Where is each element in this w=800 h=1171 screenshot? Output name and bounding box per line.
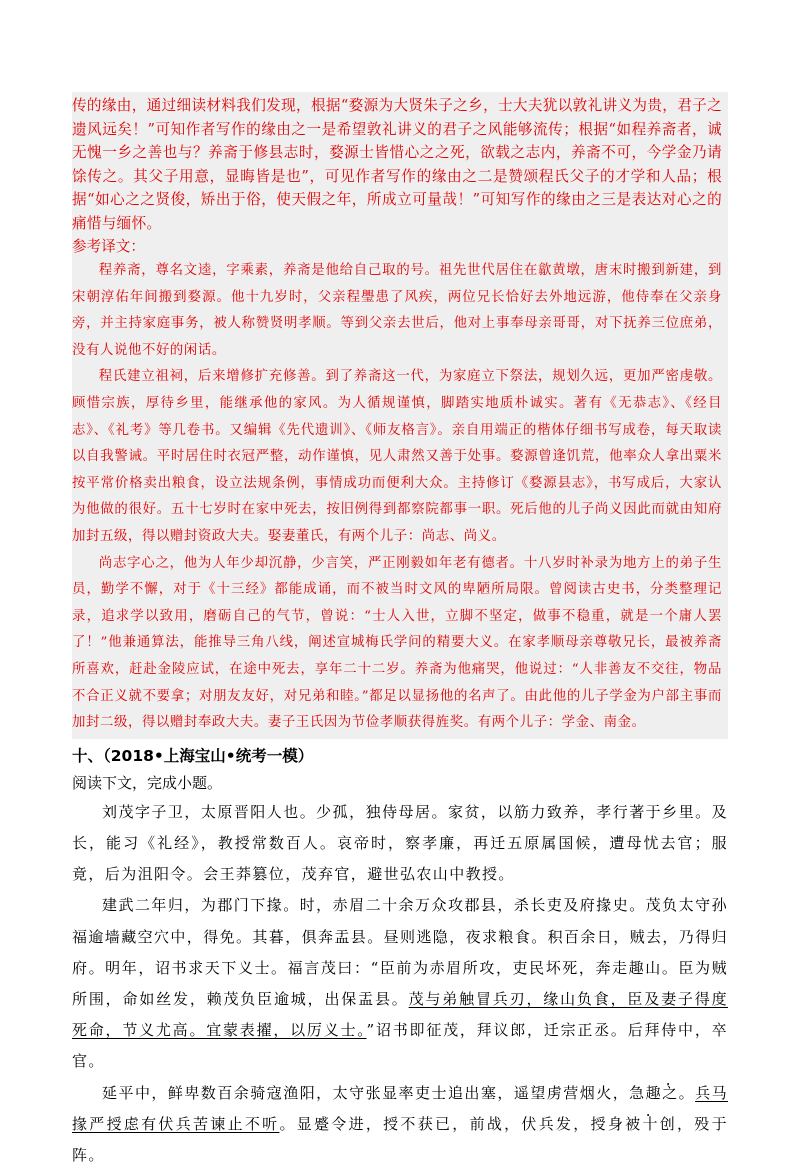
passage-text: 建武二年归，为郡门下掾。时，赤眉二十余万众攻郡县，杀长吏及府掾史。茂负太守孙福逾墙藏空穴中，得免。其暮，俱奔盂县。昼则逃隐，夜求粮食。积百余日，贼去，乃得归府。明年，诏书求天下义士。福言茂曰：“臣前为赤眉所攻，吏民坏死，奔走趣山。臣为贼所围，命如丝发，赖茂负臣逾城，出保盂县。 — [72, 896, 729, 1008]
passage-text: 延平中，鲜卑数百余骑寇渔阳，太守张显率吏士追出塞，遥望虏营烟火，急 — [102, 1083, 646, 1102]
dotted-word: 被 — [625, 1114, 643, 1133]
dotted-word: 趣 — [645, 1083, 663, 1102]
passage-paragraph-2 — [72, 890, 728, 1077]
passage-paragraph-1: 刘茂字子卫，太原晋阳人也。少孤，独侍母居。家贫，以筋力致养，孝行著于乡里。及长，能习《礼经》，教授常数百人。哀帝时，察孝廉，再迁五原属国候，遭母忧去官；服竟，后为沮阳令。会王莽篡位，茂弃官，避世弘农山中教授。 — [72, 802, 728, 884]
underlined-sentence: 兵马掾严授虑有伏兵苦谏止不听 — [72, 1083, 728, 1133]
page — [72, 92, 728, 1171]
underlined-sentence: 茂与弟触冒兵刃，缘山负食，臣及妻子得度死命，节义尤高。宜蒙表擢，以厉义士。 — [72, 989, 728, 1040]
question-heading: 十、（2018•上海宝山•统考一模） — [72, 746, 314, 765]
translation-paragraph-2: 程氏建立祖祠，后来增修扩充修善。到了养斋这一代，为家庭立下祭法，规划久远，更加严密虔敬。顾惜宗族，厚待乡里，能继承他的家风。为人循规谨慎，脚踏实地质朴诚实。著有《无恭志》、《经目志》、《礼考》等几卷书。又编辑《先代遗训》、《师友格言》。亲自用端正的楷体仔细书写成卷，每天取读以自我警诫。平时居住时衣冠严整，动作谨慎，见人肃然又善于处事。婺源曾逢饥荒，他率众人拿出粟米按平常价格卖出粮食，设立法规条例，事情成功而便利大众。主持修订《婺源县志》，书写成后，大家认为他做的很好。五十七岁时在家中死去，按旧例得到都察院都事一职。死后他的儿子尚义因此而就由知府加封五级，得以赠封资政大夫。娶妻董氏，有两个儿子：尚志、尚义。 — [72, 369, 722, 544]
analysis-text: 传的缘由，通过细读材料我们发现，根据“婺源为大贤朱子之乡，士大夫犹以敦礼讲义为贵，君子之遗风远矣！”可知作者写作的缘由之一是希望敦礼讲义的君子之风能够流传；根据“如程养斋者，诚无愧一乡之善也与？养斋于修县志时，婺源士皆惜心之之死，欲载之志内，养斋不可，今学金乃请馀传之。其父子用意，显晦皆是也”，可见作者写作的缘由之二是赞颂程氏父子的才学和人品；根据“如心之之贤俊，矫出于俗，使天假之年，所成立可量哉！”可知写作的缘由之三是表达对心之的痛惜与缅怀。 — [72, 97, 722, 232]
passage-text: 之。 — [662, 1083, 696, 1102]
translation-paragraph-3: 尚志字心之，他为人年少却沉静，少言笑，严正刚毅如年老有德者。十八岁时补录为地方上的弟子生员，勤学不懈，对于《十三经》都能成诵，而不被当时文风的卑陋所局限。曾阅读古史书，分类整理记录，追求学以致用，磨砺自己的气节，曾说：“士人入世，立脚不坚定，做事不稳重，就是一个庸人罢了！”他兼通算法，能推导三角八线，阐述宣城梅氏学问的精要大义。在家孝顺母亲尊敬兄长，最被养斋所喜欢，赶赴金陵应试，在途中死去，享年二十二岁。养斋为他痛哭，他说过：“人非善友不交往，物品不合正义就不要拿；对朋友友好，对兄弟和睦。”都足以显扬他的名声了。由此他的儿子学金为户部主事而加封二级，得以赠封奉政大夫。妻子王氏因为节俭孝顺获得旌奖。有两个儿子：学金、南金。 — [72, 555, 722, 731]
answer-analysis-box — [72, 92, 728, 739]
passage-text: 十创，殁于阵。 — [72, 1114, 728, 1164]
question-instruction: 阅读下文，完成小题。 — [72, 773, 223, 792]
passage-text: ”诏书即征茂，拜议郎，迁宗正丞。后拜侍中，卒官。 — [72, 1021, 728, 1071]
passage-paragraph-3 — [72, 1078, 728, 1171]
translation-paragraph-1: 程养斋，尊名文逵，字乘素，养斋是他给自己取的号。祖先世代居住在歙黄墩，唐末时搬到新建，到宋朝淳佑年间搬到婺源。他十九岁时，父亲程璺患了风疾，两位兄长恰好去外地远游，他侍奉在父亲身旁，并主持家庭事务，被人称赞贤明孝顺。等到父亲去世后，他对上事奉母亲哥哥，对下抚养三位庶弟，没有人说他不好的闲话。 — [72, 263, 722, 358]
passage-text: 。显蹙令进，授不获已，前战，伏兵发，授身 — [279, 1114, 626, 1133]
translation-label: 参考译文： — [72, 238, 145, 255]
